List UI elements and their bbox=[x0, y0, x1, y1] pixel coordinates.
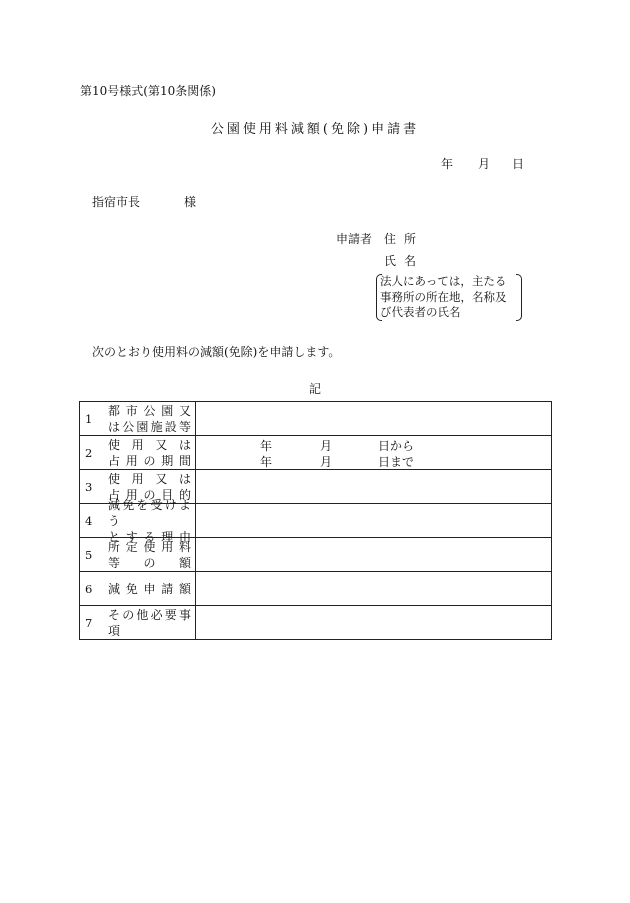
addressee-name: 指宿市長 bbox=[92, 195, 141, 209]
period-month-label: 月 bbox=[320, 455, 333, 469]
period-year-label: 年 bbox=[260, 439, 273, 453]
item-label-line: 所定使用料 bbox=[108, 539, 191, 554]
table-row bbox=[80, 572, 552, 606]
item-label-line: その他必要事項 bbox=[108, 607, 191, 638]
item-label bbox=[108, 607, 191, 639]
item-number: 4 bbox=[85, 513, 93, 528]
item-label-line: 等の額 bbox=[108, 555, 191, 570]
period-day-label: 日まで bbox=[378, 455, 415, 469]
table-row bbox=[80, 504, 552, 538]
corp-note-line: び代表者の氏名 bbox=[380, 305, 461, 319]
addressee bbox=[92, 193, 197, 210]
item-label-line: は公園施設等 bbox=[108, 419, 191, 434]
right-brace bbox=[516, 274, 522, 321]
item-label bbox=[108, 403, 191, 435]
item-label-cell bbox=[80, 572, 196, 606]
item-number: 7 bbox=[85, 615, 93, 630]
item-value-field[interactable] bbox=[196, 402, 552, 436]
item-label-line: 使用又は bbox=[108, 471, 191, 486]
item-value-field[interactable] bbox=[196, 538, 552, 572]
item-value-field[interactable] bbox=[196, 504, 552, 538]
item-label-cell bbox=[80, 436, 196, 470]
period-day-label: 日から bbox=[378, 439, 415, 453]
left-brace bbox=[376, 274, 382, 321]
item-label-line: 使用又は bbox=[108, 437, 191, 452]
corp-note-line: 法人にあっては，主たる bbox=[380, 274, 507, 288]
period-line bbox=[196, 437, 551, 453]
item-value-field[interactable] bbox=[196, 606, 552, 640]
corp-note-line: 事務所の所在地，名称及 bbox=[380, 289, 507, 304]
item-number: 6 bbox=[85, 581, 93, 596]
page-title: 公園使用料減額(免除)申請書 bbox=[210, 122, 420, 137]
form-number: 第10号様式(第10条関係) bbox=[80, 84, 216, 98]
date-day-label: 日 bbox=[512, 157, 525, 171]
name-label: 氏名 bbox=[384, 254, 425, 268]
ki-heading: 記 bbox=[308, 382, 321, 396]
addressee-honorific: 様 bbox=[184, 195, 197, 209]
item-label-line: 減免申請額 bbox=[108, 581, 191, 596]
table-row bbox=[80, 538, 552, 572]
item-label-line: 占用の目的 bbox=[108, 487, 191, 502]
item-number: 5 bbox=[85, 547, 93, 562]
item-label-line: とする理由 bbox=[108, 529, 191, 544]
item-value-field[interactable] bbox=[196, 470, 552, 504]
item-number: 2 bbox=[85, 445, 93, 460]
date-year-label: 年 bbox=[441, 157, 454, 171]
table-row bbox=[80, 436, 552, 470]
item-label-line: 都市公園又 bbox=[108, 403, 191, 418]
corporation-note bbox=[376, 274, 520, 321]
table-row bbox=[80, 402, 552, 436]
period-line bbox=[196, 453, 551, 469]
date-month-label: 月 bbox=[478, 157, 491, 171]
item-value-field[interactable] bbox=[196, 436, 552, 470]
applicant-label: 申請者 bbox=[336, 232, 373, 246]
items-table bbox=[79, 401, 552, 640]
item-label-cell bbox=[80, 402, 196, 436]
address-label: 住所 bbox=[384, 232, 425, 246]
item-label bbox=[108, 539, 191, 571]
item-label-line: 減免を受けよう bbox=[108, 497, 191, 528]
item-value-field[interactable] bbox=[196, 572, 552, 606]
item-label bbox=[108, 437, 191, 469]
item-label-cell bbox=[80, 606, 196, 640]
period-year-label: 年 bbox=[260, 455, 273, 469]
item-label-line: 占用の期間 bbox=[108, 453, 191, 468]
period-month-label: 月 bbox=[320, 439, 333, 453]
item-label-cell bbox=[80, 497, 196, 544]
item-number: 1 bbox=[85, 411, 93, 426]
table-row bbox=[80, 606, 552, 640]
application-statement: 次のとおり使用料の減額(免除)を申請します。 bbox=[92, 345, 341, 359]
item-number: 3 bbox=[85, 479, 93, 494]
item-label-cell bbox=[80, 538, 196, 572]
item-label bbox=[108, 581, 191, 597]
